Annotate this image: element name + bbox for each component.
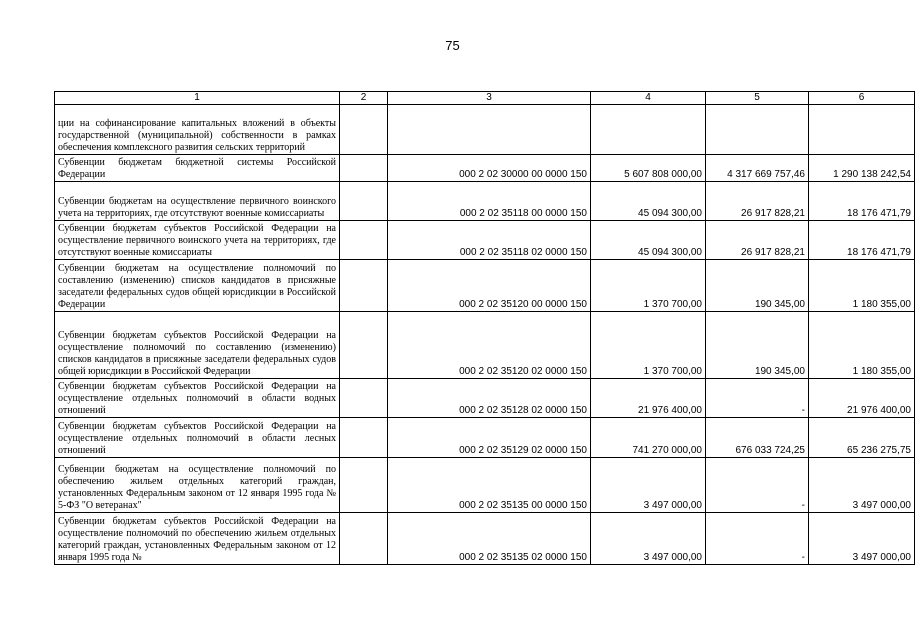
row-code: 000 2 02 35120 02 0000 150	[388, 312, 591, 379]
row-executed-amount: -	[706, 379, 809, 418]
row-remainder-amount: 1 180 355,00	[809, 260, 915, 312]
row-code: 000 2 02 35135 02 0000 150	[388, 513, 591, 565]
table-row	[55, 513, 915, 565]
row-col2	[340, 312, 388, 379]
row-executed-amount: 190 345,00	[706, 312, 809, 379]
table-row	[55, 221, 915, 260]
row-col2	[340, 418, 388, 458]
row-col2	[340, 379, 388, 418]
row-plan-amount: 741 270 000,00	[591, 418, 706, 458]
budget-table	[54, 91, 915, 565]
row-code: 000 2 02 35120 00 0000 150	[388, 260, 591, 312]
column-header: 4	[591, 92, 706, 105]
row-executed-amount: -	[706, 513, 809, 565]
row-col2	[340, 105, 388, 155]
column-header: 2	[340, 92, 388, 105]
row-col2	[340, 182, 388, 221]
row-executed-amount: 4 317 669 757,46	[706, 155, 809, 182]
row-col2	[340, 260, 388, 312]
row-executed-amount: 26 917 828,21	[706, 221, 809, 260]
table-row	[55, 379, 915, 418]
row-plan-amount: 3 497 000,00	[591, 458, 706, 513]
row-description: Субвенции бюджетам на осуществление полномочий по составлению (изменению) списков кандидатов в присяжные заседатели федеральных судов общей юрисдикции в Российской Федерации	[55, 260, 340, 312]
row-plan-amount: 5 607 808 000,00	[591, 155, 706, 182]
column-header: 1	[55, 92, 340, 105]
row-remainder-amount: 3 497 000,00	[809, 458, 915, 513]
row-plan-amount: 3 497 000,00	[591, 513, 706, 565]
row-description: Субвенции бюджетам бюджетной системы Российской Федерации	[55, 155, 340, 182]
table-row	[55, 155, 915, 182]
row-description: Субвенции бюджетам субъектов Российской Федерации на осуществление отдельных полномочий в области водных отношений	[55, 379, 340, 418]
row-col2	[340, 221, 388, 260]
row-remainder-amount: 21 976 400,00	[809, 379, 915, 418]
table-row	[55, 105, 915, 155]
row-description: Субвенции бюджетам субъектов Российской Федерации на осуществление первичного воинского учета на территориях, где отсутствуют военные комиссариаты	[55, 221, 340, 260]
row-remainder-amount: 18 176 471,79	[809, 221, 915, 260]
table-row	[55, 260, 915, 312]
row-col2	[340, 513, 388, 565]
table-row	[55, 312, 915, 379]
row-remainder-amount: 1 180 355,00	[809, 312, 915, 379]
row-description: ции на софинансирование капитальных вложений в объекты государственной (муниципальной) собственности в рамках обеспечения комплексного развития сельских территорий	[55, 105, 340, 155]
row-executed-amount: 190 345,00	[706, 260, 809, 312]
row-col2	[340, 458, 388, 513]
row-description: Субвенции бюджетам субъектов Российской Федерации на осуществление отдельных полномочий в области лесных отношений	[55, 418, 340, 458]
row-description: Субвенции бюджетам субъектов Российской Федерации на осуществление полномочий по обеспечению жильем отдельных категорий граждан, установленных Федеральным законом от 12 января 1995 года №	[55, 513, 340, 565]
header-row	[55, 92, 915, 105]
row-col2	[340, 155, 388, 182]
row-code: 000 2 02 35128 02 0000 150	[388, 379, 591, 418]
row-description: Субвенции бюджетам на осуществление полномочий по обеспечению жильем отдельных категорий граждан, установленных Федеральным законом от 12 января 1995 года № 5-ФЗ "О ветеранах"	[55, 458, 340, 513]
row-plan-amount: 45 094 300,00	[591, 182, 706, 221]
column-header: 6	[809, 92, 915, 105]
row-executed-amount: -	[706, 458, 809, 513]
row-code: 000 2 02 35118 02 0000 150	[388, 221, 591, 260]
page-number: 75	[445, 38, 460, 53]
row-remainder-amount: 3 497 000,00	[809, 513, 915, 565]
column-header: 3	[388, 92, 591, 105]
row-description: Субвенции бюджетам субъектов Российской Федерации на осуществление полномочий по составлению (изменению) списков кандидатов в присяжные заседатели федеральных судов общей юрисдикции в Российской Федерации	[55, 312, 340, 379]
table-body	[55, 92, 915, 565]
row-remainder-amount: 1 290 138 242,54	[809, 155, 915, 182]
row-code: 000 2 02 35118 00 0000 150	[388, 182, 591, 221]
table-row	[55, 418, 915, 458]
row-executed-amount	[706, 105, 809, 155]
row-remainder-amount: 18 176 471,79	[809, 182, 915, 221]
row-description: Субвенции бюджетам на осуществление первичного воинского учета на территориях, где отсутствуют военные комиссариаты	[55, 182, 340, 221]
row-plan-amount	[591, 105, 706, 155]
row-remainder-amount: 65 236 275,75	[809, 418, 915, 458]
row-plan-amount: 21 976 400,00	[591, 379, 706, 418]
row-plan-amount: 1 370 700,00	[591, 312, 706, 379]
column-header: 5	[706, 92, 809, 105]
row-executed-amount: 676 033 724,25	[706, 418, 809, 458]
row-code: 000 2 02 30000 00 0000 150	[388, 155, 591, 182]
table-row	[55, 182, 915, 221]
row-plan-amount: 1 370 700,00	[591, 260, 706, 312]
row-remainder-amount	[809, 105, 915, 155]
row-code: 000 2 02 35129 02 0000 150	[388, 418, 591, 458]
row-plan-amount: 45 094 300,00	[591, 221, 706, 260]
row-code: 000 2 02 35135 00 0000 150	[388, 458, 591, 513]
row-code	[388, 105, 591, 155]
table-row	[55, 458, 915, 513]
row-executed-amount: 26 917 828,21	[706, 182, 809, 221]
